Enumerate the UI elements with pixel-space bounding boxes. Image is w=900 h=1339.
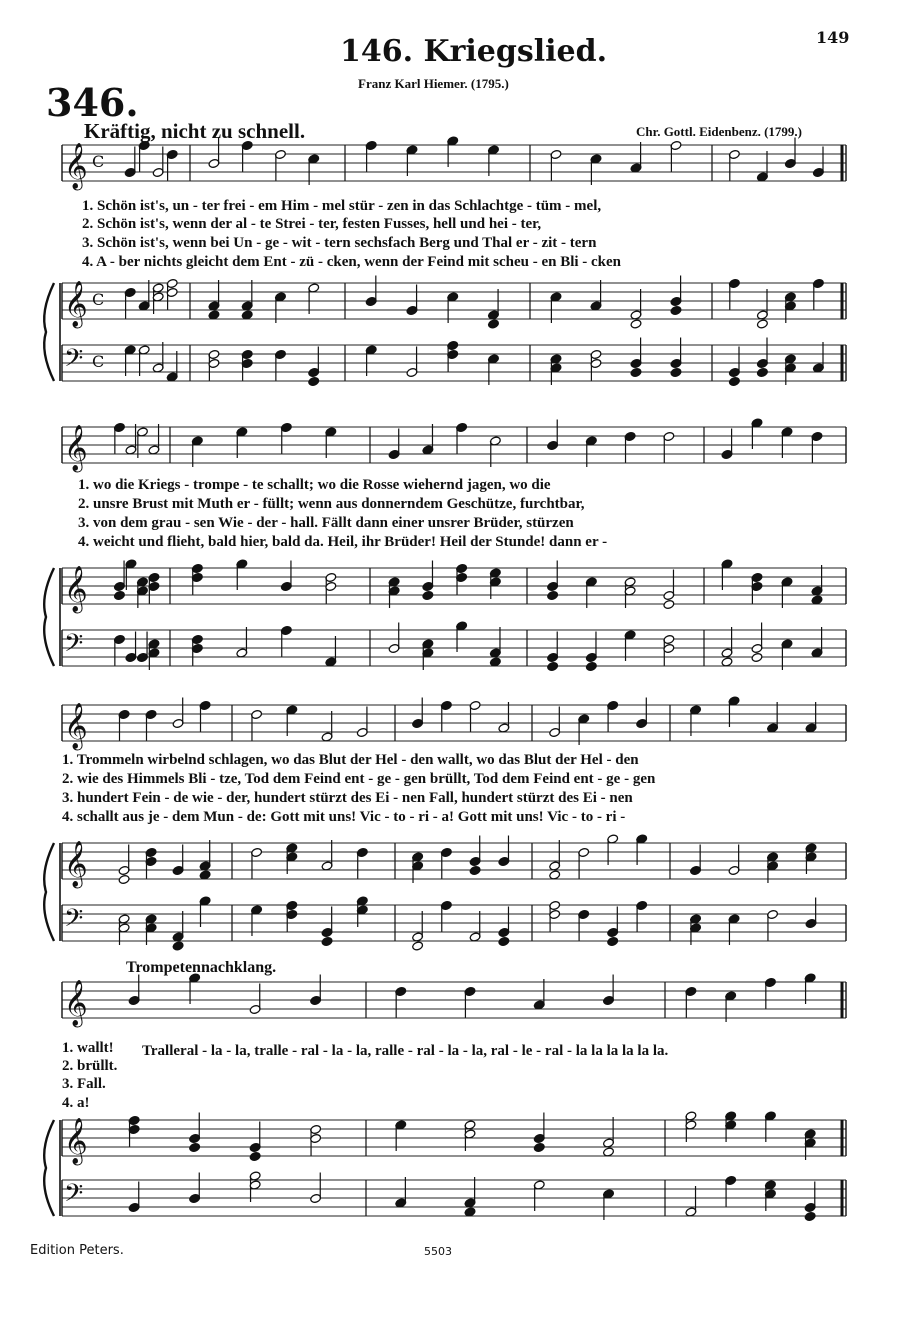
note-head xyxy=(114,590,126,600)
bass-clef-icon: 𝄢 xyxy=(64,1179,84,1214)
plate-number: 5503 xyxy=(424,1245,452,1258)
note-head xyxy=(585,661,597,671)
song-title: 146. Kriegslied. xyxy=(340,34,608,69)
note-head xyxy=(249,1151,261,1161)
note-head xyxy=(412,941,424,951)
composer: Chr. Gottl. Eidenbenz. (1799.) xyxy=(636,124,802,139)
brace xyxy=(44,568,54,666)
note-head xyxy=(118,874,130,884)
lyricist: Franz Karl Hiemer. (1795.) xyxy=(358,76,509,91)
note-head xyxy=(189,1142,201,1152)
bass-clef-icon: 𝄢 xyxy=(64,629,84,664)
bass-clef-icon: 𝄢 xyxy=(64,344,84,379)
treble-clef-icon: 𝄞 xyxy=(64,703,88,749)
refrain-lyric: Tralleral - la - la, tralle - ral - la - la, ralle - ral - la - la, ral - le - ral - la la la la la la. xyxy=(142,1043,669,1059)
note-head xyxy=(756,367,768,377)
note-head xyxy=(533,1142,545,1152)
treble-clef-icon: 𝄞 xyxy=(64,143,88,189)
lyric-line-s3-v2: 2. wie des Himmels Bli - tze, Tod dem Feind ent - ge - gen brüllt, Tod dem Feind ent - ge - gen xyxy=(62,771,656,787)
note-head xyxy=(728,376,740,386)
end-word-v4: 4. a! xyxy=(62,1095,90,1111)
note-head xyxy=(308,376,320,386)
lyric-line-s1-v4: 4. A - ber nichts gleicht dem Ent - zü - cken, wenn der Feind mit scheu - en Bli - cken xyxy=(82,254,622,270)
note-head xyxy=(498,936,510,946)
brace xyxy=(44,283,54,381)
lyric-line-s2-v3: 3. von dem grau - sen Wie - der - hall. Fällt dann einer unsrer Brüder, stürzen xyxy=(78,515,574,531)
note-head xyxy=(663,599,675,609)
section-label: Trompetennachklang. xyxy=(126,959,277,976)
lyric-line-s1-v3: 3. Schön ist's, wenn bei Un - ge - wit - tern sechsfach Berg und Thal er - zit - tern xyxy=(82,235,597,251)
time-signature: C xyxy=(92,290,105,309)
treble-clef-icon: 𝄞 xyxy=(64,281,88,327)
note-head xyxy=(422,590,434,600)
lyric-line-s2-v4: 4. weicht und flieht, bald hier, bald da. Heil, ihr Brüder! Heil der Stunde! dann er - xyxy=(78,534,608,550)
treble-clef-icon: 𝄞 xyxy=(64,566,88,612)
page-number: 149 xyxy=(816,28,850,47)
treble-clef-icon: 𝄞 xyxy=(64,980,88,1026)
time-signature: C xyxy=(92,152,105,171)
note-head xyxy=(751,652,763,662)
note-head xyxy=(756,319,768,329)
lyric-line-s1-v1: 1. Schön ist's, un - ter frei - em Him - mel stür - zen in das Schlachtge - tüm - mel, xyxy=(82,198,602,214)
lyric-line-s3-v4: 4. schallt aus je - dem Mun - de: Gott mit uns! Vic - to - ri - a! Gott mit uns! Vic - to - ri - xyxy=(62,809,626,825)
end-word-v3: 3. Fall. xyxy=(62,1076,106,1092)
note-head xyxy=(547,590,559,600)
note-head xyxy=(321,936,333,946)
end-word-v1: 1. wallt! xyxy=(62,1040,114,1056)
end-word-v2: 2. brüllt. xyxy=(62,1058,118,1074)
note-head xyxy=(469,865,481,875)
edition-label: Edition Peters. xyxy=(30,1243,124,1258)
note-head xyxy=(547,661,559,671)
brace xyxy=(44,843,54,941)
lyric-line-s2-v2: 2. unsre Brust mit Muth er - füllt; wenn aus donnerndem Geschütze, furchtbar, xyxy=(78,496,585,512)
lyric-line-s3-v3: 3. hundert Fein - de wie - der, hundert stürzt des Ei - nen Fall, hundert stürzt des Ei - nen xyxy=(62,790,633,806)
note-head xyxy=(488,319,500,329)
lyric-line-s2-v1: 1. wo die Kriegs - trompe - te schallt; wo die Rosse wiehernd jagen, wo die xyxy=(78,477,551,493)
tempo-marking: Kräftig, nicht zu schnell. xyxy=(84,119,306,143)
lyric-line-s1-v2: 2. Schön ist's, wenn der al - te Strei - ter, festen Fusses, hell und hei - ter, xyxy=(82,216,542,232)
treble-clef-icon: 𝄞 xyxy=(64,841,88,887)
note-head xyxy=(607,936,619,946)
time-signature: C xyxy=(92,352,105,371)
brace xyxy=(44,1120,54,1216)
note-head xyxy=(670,367,682,377)
lyric-line-s3-v1: 1. Trommeln wirbelnd schlagen, wo das Blut der Hel - den wallt, wo das Blut der Hel - den xyxy=(62,752,639,768)
bass-clef-icon: 𝄢 xyxy=(64,904,84,939)
note-head xyxy=(804,1211,816,1221)
note-head xyxy=(630,319,642,329)
note-head xyxy=(670,305,682,315)
note-head xyxy=(172,941,184,951)
treble-clef-icon: 𝄞 xyxy=(64,425,88,471)
treble-clef-icon: 𝄞 xyxy=(64,1118,88,1164)
note-head xyxy=(630,367,642,377)
song-number: 346. xyxy=(46,80,139,125)
